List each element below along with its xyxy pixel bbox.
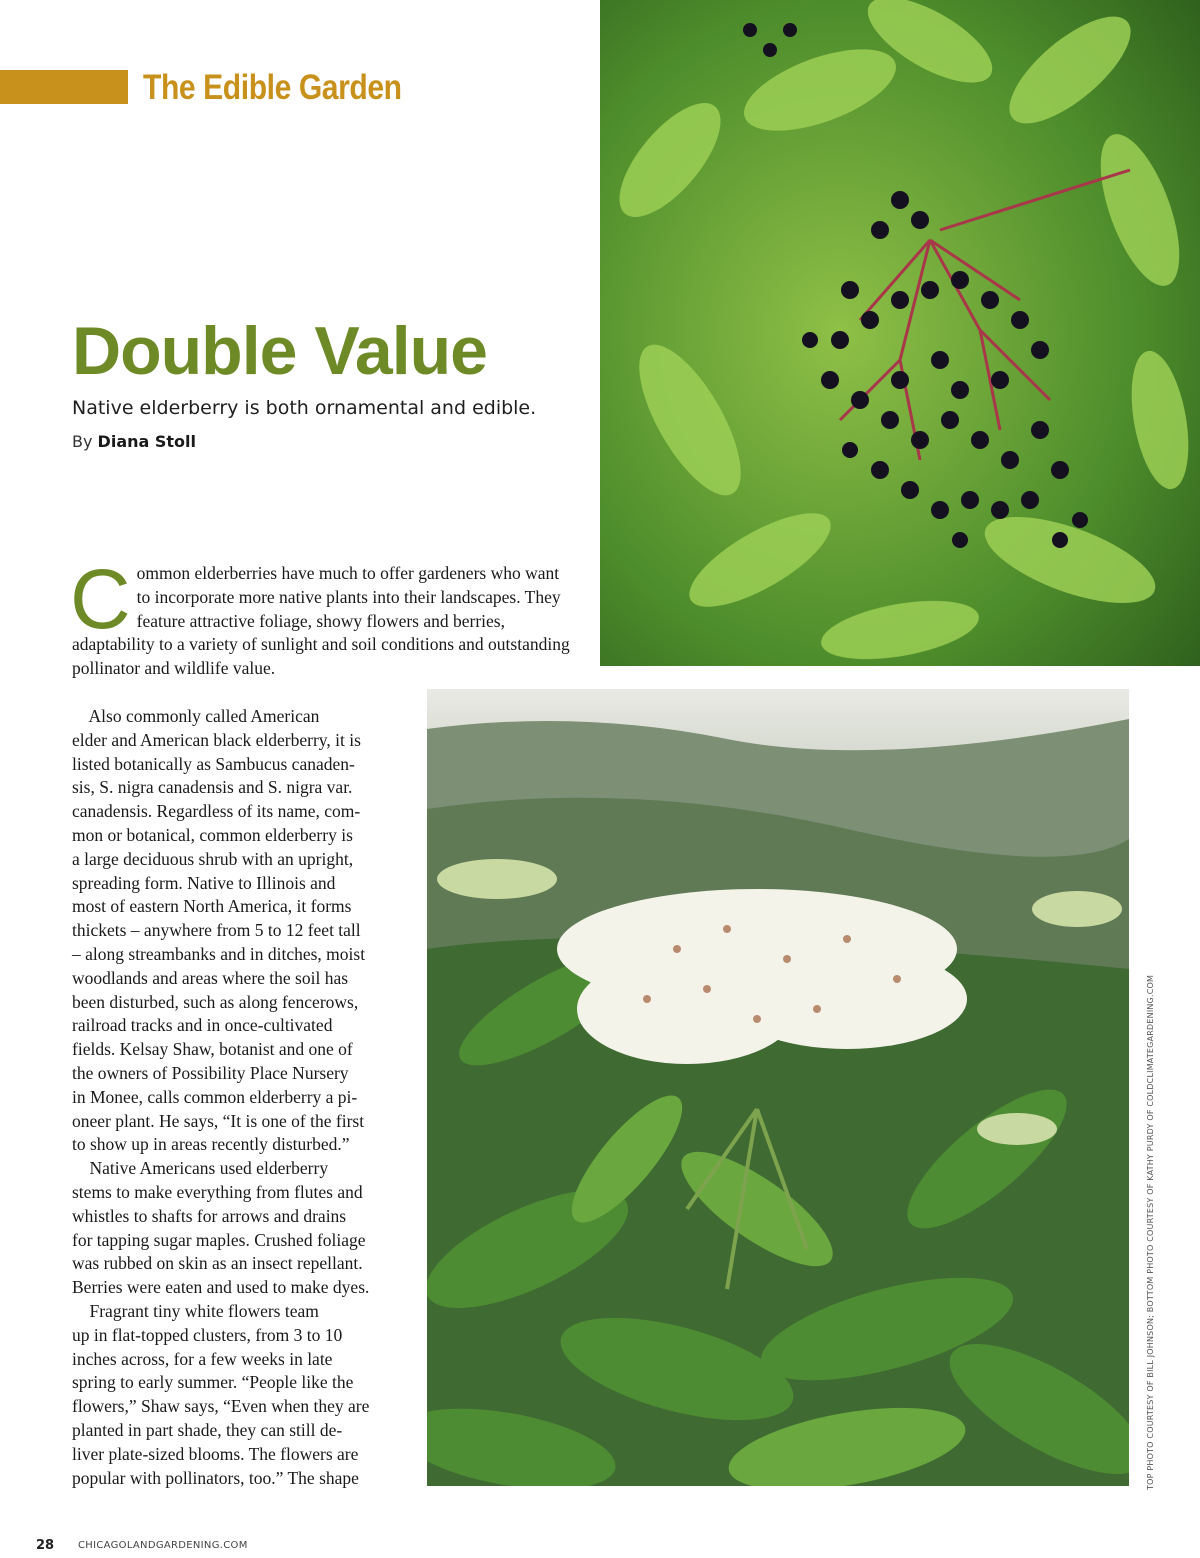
elderberry-fruit-photo bbox=[600, 0, 1200, 666]
body-line: to show up in areas recently disturbed.” bbox=[72, 1134, 350, 1155]
body-line: Native Americans used elderberry bbox=[72, 1158, 329, 1179]
body-line: railroad tracks and in once-cultivated bbox=[72, 1015, 333, 1036]
body-line: inches across, for a few weeks in late bbox=[72, 1348, 333, 1369]
body-line: for tapping sugar maples. Crushed foliage bbox=[72, 1229, 366, 1250]
body-line: stems to make everything from flutes and bbox=[72, 1181, 363, 1202]
footer-site: CHICAGOLANDGARDENING.COM bbox=[78, 1540, 248, 1551]
drop-cap: C bbox=[70, 552, 131, 646]
body-line: planted in part shade, they can still de- bbox=[72, 1419, 343, 1440]
dek-subtitle: Native elderberry is both ornamental and edible. bbox=[72, 397, 537, 419]
page-number: 28 bbox=[36, 1538, 55, 1553]
intro-text: ommon elderberries have much to offer gardeners who want to incorporate more native plants into their landscapes. They feature attractive foliage, showy flowers and berries, adaptability to a variety of sunlight and soil conditions and outstanding pollinator and wildlife value. bbox=[72, 563, 570, 679]
body-line: in Monee, calls common elderberry a pi- bbox=[72, 1086, 358, 1107]
byline-prefix: By bbox=[72, 432, 93, 451]
headline: Double Value bbox=[72, 313, 487, 389]
body-line: listed botanically as Sambucus canaden- bbox=[72, 753, 355, 774]
body-column bbox=[72, 705, 412, 1490]
body-line: been disturbed, such as along fencerows, bbox=[72, 991, 359, 1012]
body-line: spring to early summer. “People like the bbox=[72, 1372, 354, 1393]
body-line: canadensis. Regardless of its name, com- bbox=[72, 801, 361, 822]
body-line: most of eastern North America, it forms bbox=[72, 896, 352, 917]
photo-credit: TOP PHOTO COURTESY OF BILL JOHNSON; BOTTOM PHOTO COURTESY OF KATHY PURDY OF COLDCLIMATEGARDENING.COM bbox=[1146, 974, 1155, 1490]
body-line: elder and American black elderberry, it is bbox=[72, 729, 361, 750]
elderberry-flower-photo bbox=[427, 689, 1129, 1486]
intro-paragraph bbox=[70, 552, 577, 681]
body-line: up in flat-topped clusters, from 3 to 10 bbox=[72, 1324, 343, 1345]
body-line: fields. Kelsay Shaw, botanist and one of bbox=[72, 1039, 353, 1060]
section-color-bar bbox=[0, 70, 128, 104]
body-line: Berries were eaten and used to make dyes. bbox=[72, 1277, 370, 1298]
body-line: spreading form. Native to Illinois and bbox=[72, 872, 336, 893]
body-line: a large deciduous shrub with an upright, bbox=[72, 848, 354, 869]
body-line: thickets – anywhere from 5 to 12 feet tall bbox=[72, 920, 361, 941]
byline bbox=[72, 432, 196, 451]
body-line: mon or botanical, common elderberry is bbox=[72, 824, 353, 845]
body-line: Also commonly called American bbox=[72, 706, 320, 726]
body-line: liver plate-sized blooms. The flowers are bbox=[72, 1443, 359, 1464]
body-line: was rubbed on skin as an insect repellant. bbox=[72, 1253, 363, 1274]
body-line: sis, S. nigra canadensis and S. nigra var. bbox=[72, 777, 353, 798]
author-name: Diana Stoll bbox=[97, 432, 196, 451]
body-line: woodlands and areas where the soil has bbox=[72, 967, 349, 988]
body-line: Fragrant tiny white flowers team bbox=[72, 1300, 319, 1321]
body-line: – along streambanks and in ditches, moist bbox=[72, 943, 366, 964]
body-line: the owners of Possibility Place Nursery bbox=[72, 1062, 349, 1083]
section-title: The Edible Garden bbox=[143, 68, 402, 107]
body-line: oneer plant. He says, “It is one of the first bbox=[72, 1110, 365, 1131]
body-line: whistles to shafts for arrows and drains bbox=[72, 1205, 347, 1226]
body-line: flowers,” Shaw says, “Even when they are bbox=[72, 1396, 370, 1417]
body-line: popular with pollinators, too.” The shape bbox=[72, 1467, 359, 1488]
